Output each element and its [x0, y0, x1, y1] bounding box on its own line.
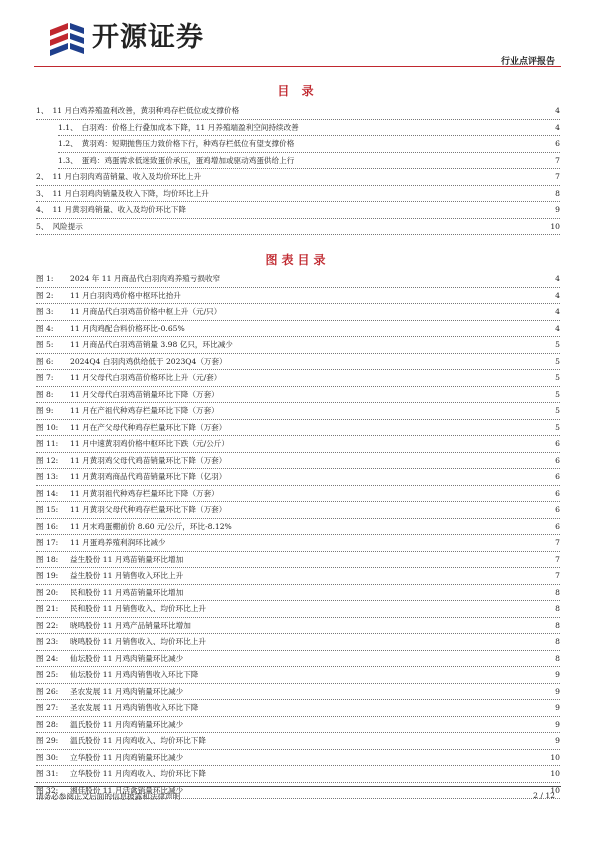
entry-title: 晓鸣股份 11 月销售收入、均价环比上升: [70, 637, 206, 646]
entry-number: 3、: [36, 188, 49, 198]
footer-divider: [34, 786, 561, 787]
entry-title: 民和股份 11 月销售收入、均价环比上升: [70, 604, 206, 613]
entry-title: 11 月白羽鸡肉销量及收入下降，均价环比上升: [52, 188, 209, 198]
entry-page-number: 9: [555, 670, 560, 679]
figure-list-entry[interactable]: [36, 733, 560, 750]
logo-wordmark: 开源证券: [92, 22, 204, 53]
entry-number: 1.3、: [58, 155, 78, 165]
entry-page-number: 6: [555, 455, 560, 465]
entry-page-number: 7: [555, 554, 560, 564]
entry-title: 仙坛股份 11 月鸡肉销售收入环比下降: [70, 670, 199, 679]
figure-list-entry[interactable]: [36, 271, 560, 288]
figure-list-entry[interactable]: [36, 667, 560, 684]
entry-title: 11 月黄羽鸡父母代鸡苗销量环比下降（万套）: [70, 455, 227, 465]
entry-title: 益生股份 11 月销售收入环比上升: [70, 571, 184, 580]
entry-number: 图 28:: [36, 719, 59, 729]
entry-title: 11 月白羽肉鸡价格中枢环比抬升: [70, 290, 181, 300]
entry-number: 图 11:: [36, 439, 59, 448]
company-logo: [46, 20, 221, 56]
entry-number: 1.1、: [58, 122, 78, 132]
entry-title: 晓鸣股份 11 月鸡产品销量环比增加: [70, 620, 191, 630]
entry-number: 图 23:: [36, 637, 59, 646]
figure-list-entry[interactable]: [36, 535, 560, 552]
entry-number: 图 17:: [36, 538, 59, 547]
entry-title: 风险提示: [52, 221, 83, 231]
entry-title: 11 月末鸡蛋棚前价 8.60 元/公斤，环比-8.12%: [70, 521, 232, 531]
entry-title: 民和股份 11 月鸡苗销量环比增加: [70, 587, 184, 597]
entry-title: 温氏股份 11 月肉鸡销量环比减少: [70, 719, 184, 729]
entry-number: 图 22:: [36, 620, 59, 630]
entry-page-number: 5: [555, 406, 560, 415]
entry-number: 图 19:: [36, 571, 59, 580]
entry-title: 11 月黄羽祖代种鸡存栏量环比下降（万套）: [70, 488, 219, 498]
entry-number: 图 26:: [36, 686, 59, 696]
entry-title: 2024 年 11 月商品代白羽肉鸡养殖亏损收窄: [70, 274, 221, 283]
entry-page-number: 9: [555, 736, 560, 745]
entry-page-number: 4: [555, 290, 560, 300]
entry-page-number: 8: [555, 604, 560, 613]
entry-number: 图 31:: [36, 769, 59, 778]
table-of-contents: [36, 103, 560, 235]
contents-title: 目 录: [277, 84, 318, 98]
figure-list-entry[interactable]: [36, 486, 560, 503]
entry-page-number: 9: [555, 686, 560, 696]
entry-number: 图 6:: [36, 356, 54, 366]
entry-number: 图 21:: [36, 604, 59, 613]
page-header: [0, 0, 595, 70]
entry-page-number: 6: [555, 139, 560, 148]
document-type-label: 行业点评报告: [500, 57, 555, 67]
entry-number: 图 20:: [36, 587, 59, 597]
entry-number: 图 24:: [36, 653, 59, 663]
entry-page-number: 5: [555, 422, 560, 432]
entry-title: 2024Q4 白羽肉鸡供给低于 2023Q4（万套）: [70, 356, 227, 366]
toc-entry[interactable]: [36, 103, 560, 120]
entry-page-number: 7: [555, 155, 560, 165]
entry-page-number: 7: [555, 571, 560, 580]
entry-number: 图 29:: [36, 736, 59, 745]
entry-number: 图 13:: [36, 472, 59, 481]
entry-page-number: 4: [555, 323, 560, 333]
entry-title: 11 月父母代白羽鸡苗销量环比下降（万套）: [70, 389, 219, 399]
entry-number: 图 9:: [36, 406, 54, 415]
figure-list-entry[interactable]: [36, 502, 560, 519]
entry-number: 图 4:: [36, 323, 54, 333]
entry-number: 图 14:: [36, 488, 59, 498]
entry-page-number: 5: [555, 340, 560, 349]
entry-page-number: 10: [550, 785, 560, 795]
toc-entry[interactable]: [36, 169, 560, 186]
figure-list-entry[interactable]: [36, 750, 560, 767]
entry-page-number: 10: [550, 221, 560, 231]
entry-number: 图 18:: [36, 554, 59, 564]
entry-page-number: 9: [555, 719, 560, 729]
entry-number: 图 27:: [36, 703, 59, 712]
figure-list-entry[interactable]: [36, 684, 560, 701]
toc-entry[interactable]: [36, 202, 560, 219]
entry-page-number: 4: [555, 122, 560, 132]
figure-list-entry[interactable]: [36, 469, 560, 486]
entry-title: 立华股份 11 月肉鸡收入、均价环比下降: [70, 769, 206, 778]
entry-number: 图 8:: [36, 389, 54, 399]
entry-title: 11 月在产父母代种鸡存栏量环比下降（万套）: [70, 422, 227, 432]
entry-number: 图 5:: [36, 340, 54, 349]
figure-list-entry[interactable]: [36, 717, 560, 734]
figure-list-entry[interactable]: [36, 601, 560, 618]
entry-title: 11 月黄羽父母代种鸡存栏量环比下降（万套）: [70, 505, 227, 514]
figure-list-entry[interactable]: [36, 519, 560, 536]
figure-list-entry[interactable]: [36, 321, 560, 338]
toc-entry[interactable]: [36, 219, 560, 236]
entry-title: 益生股份 11 月鸡苗销量环比增加: [70, 554, 184, 564]
entry-page-number: 7: [555, 172, 560, 181]
entry-number: 图 15:: [36, 505, 59, 514]
entry-page-number: 8: [555, 620, 560, 630]
figure-list-entry[interactable]: [36, 453, 560, 470]
entry-title: 11 月在产祖代种鸡存栏量环比下降（万套）: [70, 406, 219, 415]
entry-title: 11 月商品代白羽鸡苗价格中枢上升（元/只）: [70, 307, 222, 316]
entry-page-number: 8: [555, 188, 560, 198]
entry-page-number: 8: [555, 653, 560, 663]
entry-page-number: 4: [555, 106, 560, 115]
entry-page-number: 5: [555, 373, 560, 382]
entry-number: 图 12:: [36, 455, 59, 465]
entry-page-number: 5: [555, 389, 560, 399]
entry-page-number: 5: [555, 356, 560, 366]
figure-list-entry[interactable]: [36, 651, 560, 668]
entry-page-number: 4: [555, 274, 560, 283]
figure-list-entry[interactable]: [36, 304, 560, 321]
entry-page-number: 4: [555, 307, 560, 316]
figure-list-entry[interactable]: [36, 354, 560, 371]
header-divider: [34, 66, 561, 67]
entry-number: 图 32:: [36, 785, 59, 795]
figure-list-entry[interactable]: [36, 585, 560, 602]
entry-number: 图 3:: [36, 307, 54, 316]
figure-list-entry[interactable]: [36, 387, 560, 404]
page-number: 2 / 12: [533, 791, 555, 800]
footer-disclaimer: 请务必参阅正文后面的信息披露和法律声明: [36, 792, 181, 801]
entry-page-number: 10: [550, 769, 560, 778]
figure-list-entry[interactable]: [36, 634, 560, 651]
entry-title: 蛋鸡：鸡蛋需求低迷致蛋价承压，蛋鸡增加或驱动鸡蛋供给上行: [81, 155, 295, 165]
entry-page-number: 6: [555, 505, 560, 514]
logo-mark-icon: [46, 20, 86, 56]
entry-page-number: 7: [555, 538, 560, 547]
entry-title: 温氏股份 11 月肉鸡收入、均价环比下降: [70, 736, 206, 745]
entry-number: 图 10:: [36, 422, 59, 432]
entry-page-number: 6: [555, 472, 560, 481]
entry-title: 圣农发展 11 月鸡肉销售收入环比下降: [70, 703, 199, 712]
figure-list-entry[interactable]: [36, 552, 560, 569]
entry-number: 1、: [36, 106, 49, 115]
entry-number: 图 16:: [36, 521, 59, 531]
figure-list-entry[interactable]: [36, 618, 560, 635]
figure-list-entry[interactable]: [36, 420, 560, 437]
figure-list-entry[interactable]: [36, 288, 560, 305]
figure-list-entry[interactable]: [36, 337, 560, 354]
toc-entry[interactable]: [58, 153, 560, 170]
entry-title: 白羽鸡：价格上行叠加成本下降，11 月养殖端盈利空间持续改善: [81, 122, 299, 132]
figure-list-entry[interactable]: [36, 370, 560, 387]
entry-number: 图 2:: [36, 290, 54, 300]
entry-page-number: 6: [555, 439, 560, 448]
entry-page-number: 9: [555, 703, 560, 712]
toc-entry[interactable]: [36, 186, 560, 203]
entry-number: 1.2、: [58, 139, 78, 148]
figure-list-entry[interactable]: [36, 766, 560, 783]
entry-page-number: 9: [555, 205, 560, 214]
entry-number: 图 25:: [36, 670, 59, 679]
entry-title: 湘佳股份 11 月活禽销量环比减少: [70, 785, 184, 795]
figure-list-entry[interactable]: [36, 568, 560, 585]
entry-number: 图 1:: [36, 274, 54, 283]
figure-list-entry[interactable]: [36, 436, 560, 453]
entry-title: 11 月中速黄羽鸡价格中枢环比下跌（元/公斤）: [70, 439, 229, 448]
entry-page-number: 6: [555, 488, 560, 498]
list-of-figures: [36, 271, 560, 799]
entry-title: 11 月肉鸡配合料价格环比-0.65%: [70, 323, 185, 333]
entry-title: 圣农发展 11 月鸡肉销量环比减少: [70, 686, 184, 696]
entry-title: 11 月白鸡养殖盈利改善，黄羽种鸡存栏低位或支撑价格: [52, 106, 240, 115]
entry-page-number: 10: [550, 752, 560, 762]
entry-title: 仙坛股份 11 月鸡肉销量环比减少: [70, 653, 184, 663]
toc-entry[interactable]: [58, 136, 560, 153]
entry-page-number: 6: [555, 521, 560, 531]
entry-number: 图 30:: [36, 752, 59, 762]
entry-title: 11 月蛋鸡养殖利润环比减少: [70, 538, 166, 547]
figures-title: 图表目录: [265, 253, 330, 267]
figure-list-entry[interactable]: [36, 403, 560, 420]
entry-page-number: 8: [555, 587, 560, 597]
toc-entry[interactable]: [58, 120, 560, 137]
entry-page-number: 8: [555, 637, 560, 646]
figure-list-entry[interactable]: [36, 700, 560, 717]
entry-title: 黄羽鸡：短期抛售压力致价格下行，种鸡存栏低位有望支撑价格: [81, 139, 295, 148]
entry-title: 11 月白羽肉鸡苗销量、收入及均价环比上升: [52, 172, 202, 181]
entry-number: 2、: [36, 172, 49, 181]
entry-title: 11 月父母代白羽鸡苗价格环比上升（元/套）: [70, 373, 222, 382]
entry-title: 11 月黄羽鸡销量、收入及均价环比下降: [52, 205, 187, 214]
entry-number: 5、: [36, 221, 49, 231]
entry-number: 图 7:: [36, 373, 54, 382]
entry-number: 4、: [36, 205, 49, 214]
entry-title: 11 月黄羽鸡商品代鸡苗销量环比下降（亿羽）: [70, 472, 227, 481]
entry-title: 11 月商品代白羽鸡苗销量 3.98 亿只，环比减少: [70, 340, 233, 349]
entry-title: 立华股份 11 月肉鸡销量环比减少: [70, 752, 184, 762]
